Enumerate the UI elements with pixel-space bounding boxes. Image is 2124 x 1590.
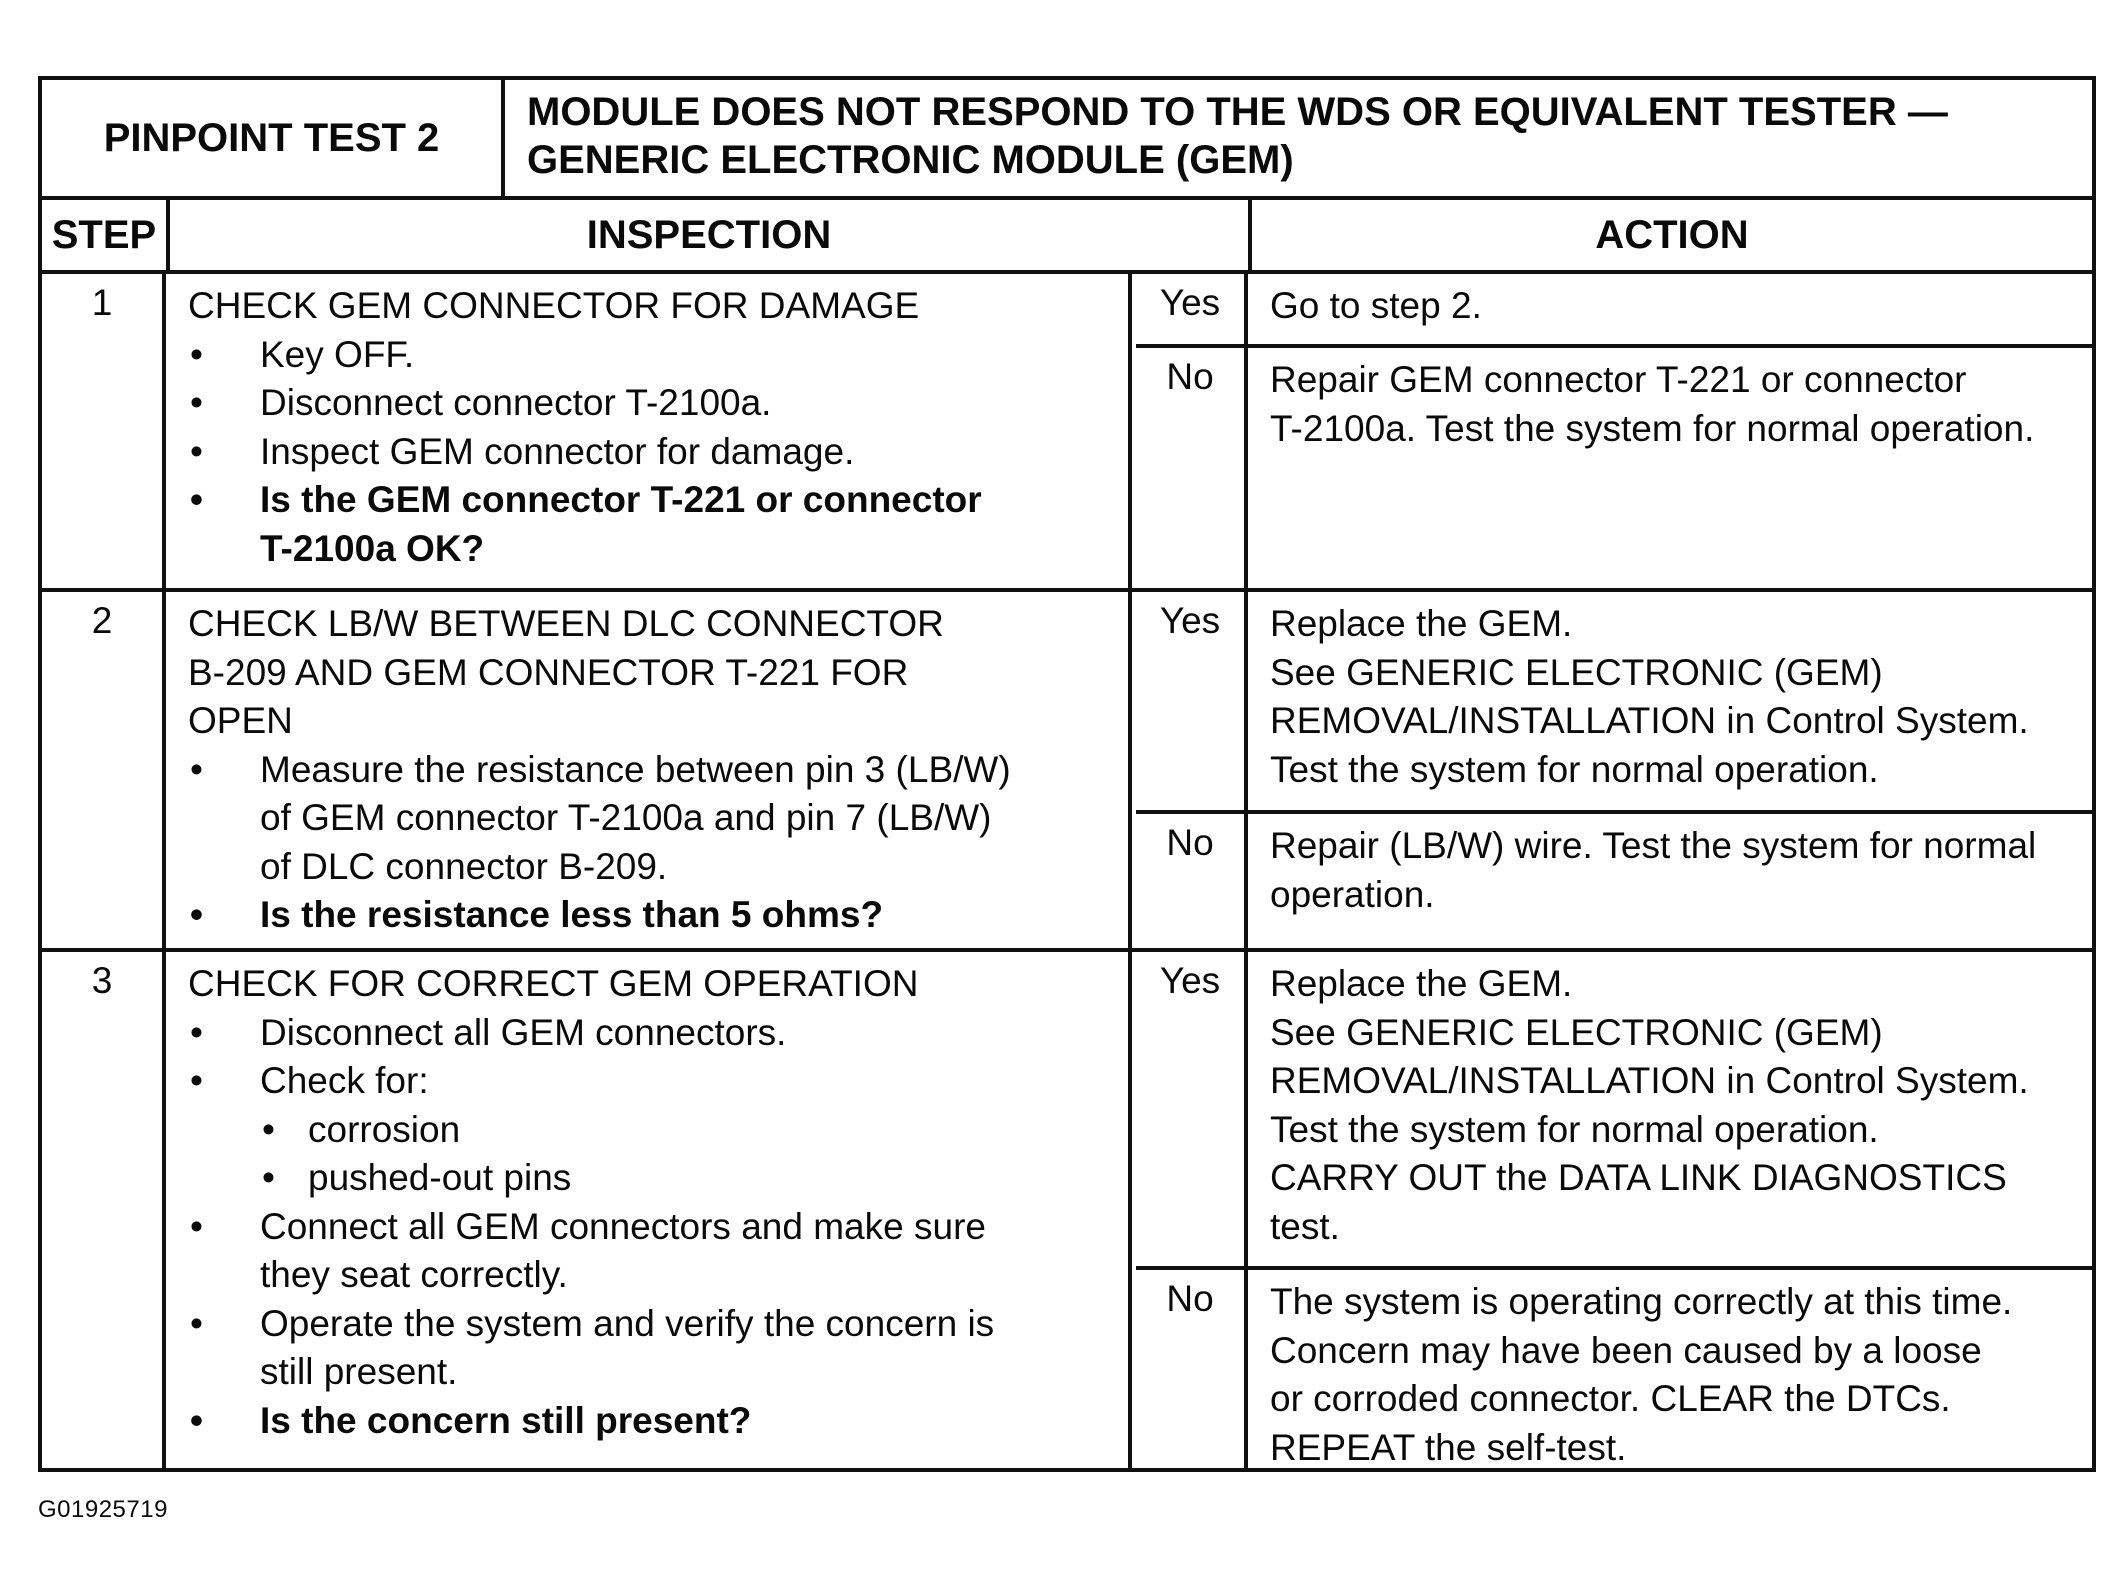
bullet-glyph: • [190, 1060, 203, 1101]
no-label: No [1136, 1270, 1248, 1468]
bullet-glyph: • [190, 479, 203, 520]
no-label: No [1136, 348, 1248, 588]
test-title-line-1: MODULE DOES NOT RESPOND TO THE WDS OR EQUIVALENT TESTER — [527, 90, 1948, 134]
step-number: 3 [42, 952, 166, 1468]
inspection-bullet-continued: still present. [260, 1351, 458, 1392]
inspection-bullet: • Connect all GEM connectors and make sure [188, 1203, 1120, 1252]
table-header [42, 80, 2092, 200]
inspection-bullet-continued: of GEM connector T-2100a and pin 7 (LB/W) [260, 797, 992, 838]
inspection-question-continued: T-2100a OK? [260, 527, 485, 569]
bullet-glyph: • [190, 748, 203, 790]
test-title-line-2: GENERIC ELECTRONIC MODULE (GEM) [527, 138, 1294, 182]
column-header-action: ACTION [1595, 212, 1749, 257]
step-number: 1 [42, 274, 166, 588]
bullet-glyph: • [190, 1302, 203, 1344]
inspection-bullet: • Inspect GEM connector for damage. [188, 428, 1120, 477]
no-action: Repair (LB/W) wire. Test the system for normal operation. [1270, 825, 2037, 915]
column-header-inspection: INSPECTION [170, 200, 1252, 270]
inspection-cell [170, 952, 1132, 1468]
inspection-heading: OPEN [188, 700, 293, 741]
pinpoint-test-table [38, 76, 2096, 1472]
inspection-heading: CHECK GEM CONNECTOR FOR DAMAGE [188, 285, 920, 326]
yes-label: Yes [1136, 274, 1248, 344]
bullet-glyph: • [190, 382, 203, 423]
figure-id: G01925719 [38, 1496, 168, 1523]
bullet-glyph: • [190, 1399, 203, 1441]
no-action: The system is operating correctly at this time. Concern may have been caused by a loose or corroded connector. CLEAR the DTCs. REPEAT the self-test. [1270, 1281, 2013, 1468]
yes-action: Go to step 2. [1270, 285, 1482, 326]
inspection-sub-bullet: • corrosion [188, 1106, 1120, 1155]
yes-label: Yes [1136, 952, 1248, 1266]
bullet-glyph: • [190, 430, 203, 472]
inspection-question: • Is the concern still present? [188, 1397, 1120, 1446]
test-title [505, 80, 2092, 196]
inspection-heading: B-209 AND GEM CONNECTOR T-221 FOR [188, 651, 909, 693]
yes-action: Replace the GEM. See GENERIC ELECTRONIC (GEM) REMOVAL/INSTALLATION in Control System. Test the system for normal operation. CARRY OUT the DATA LINK DIAGNOSTICS test. [1270, 963, 2029, 1247]
bullet-glyph: • [190, 333, 203, 375]
test-label: PINPOINT TEST 2 [42, 80, 505, 196]
inspection-sub-bullet: • pushed-out pins [188, 1154, 1120, 1203]
inspection-question: • Is the GEM connector T-221 or connector [188, 476, 1120, 525]
step-number: 2 [42, 592, 166, 948]
column-headers [42, 200, 2092, 274]
step-row-2 [42, 592, 2092, 948]
step-row-1 [42, 274, 2092, 588]
inspection-heading: CHECK FOR CORRECT GEM OPERATION [188, 963, 919, 1004]
inspection-question: • Is the resistance less than 5 ohms? [188, 891, 1120, 940]
inspection-bullet-continued: of DLC connector B-209. [260, 845, 668, 887]
inspection-bullet: • Key OFF. [188, 331, 1120, 380]
inspection-heading: CHECK LB/W BETWEEN DLC CONNECTOR [188, 603, 944, 644]
inspection-bullet: • Check for: [188, 1057, 1120, 1106]
inspection-bullet: • Operate the system and verify the concern is [188, 1300, 1120, 1349]
yes-label: Yes [1136, 592, 1248, 810]
bullet-glyph: • [262, 1108, 275, 1150]
inspection-bullet: • Disconnect all GEM connectors. [188, 1009, 1120, 1058]
bullet-glyph: • [190, 894, 203, 935]
inspection-bullet: • Disconnect connector T-2100a. [188, 379, 1120, 428]
bullet-glyph: • [262, 1157, 275, 1198]
bullet-glyph: • [190, 1205, 203, 1247]
column-header-step: STEP [42, 200, 170, 270]
no-action: Repair GEM connector T-221 or connector T-2100a. Test the system for normal operation. [1270, 359, 2035, 449]
inspection-cell [170, 592, 1132, 948]
inspection-bullet-continued: they seat correctly. [260, 1254, 568, 1295]
no-label: No [1136, 814, 1248, 948]
step-row-3 [42, 952, 2092, 1468]
inspection-cell [170, 274, 1132, 588]
bullet-glyph: • [190, 1011, 203, 1053]
yes-action: Replace the GEM. See GENERIC ELECTRONIC (GEM) REMOVAL/INSTALLATION in Control System. Test the system for normal operation. [1270, 603, 2029, 790]
inspection-bullet: • Measure the resistance between pin 3 (LB/W) [188, 746, 1120, 795]
